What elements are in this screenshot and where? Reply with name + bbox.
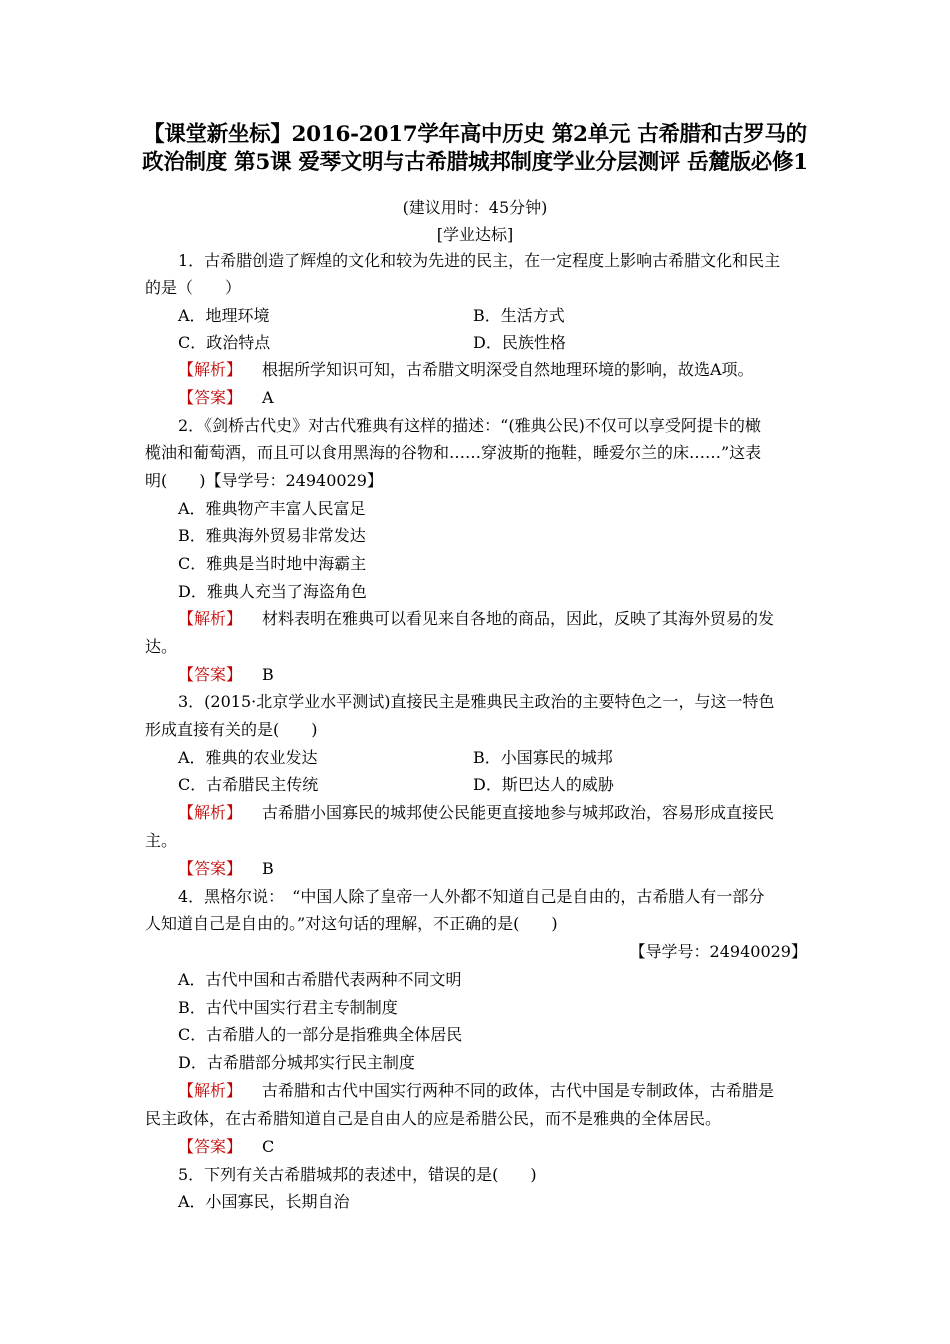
q4-answer: C: [262, 1137, 275, 1156]
q4-analysis-line1: 古希腊和古代中国实行两种不同的政体，古代中国是专制政体，古希腊是: [262, 1081, 775, 1100]
q3-option-c: C．古希腊民主传统: [178, 775, 319, 794]
q2-answer-tag: 【答案】: [178, 665, 243, 684]
q3-answer-tag: 【答案】: [178, 859, 243, 878]
q4-answer-tag: 【答案】: [178, 1137, 243, 1156]
q3-analysis-line2: 主。: [145, 831, 178, 850]
q2-option-d: D．雅典人充当了海盗角色: [178, 582, 367, 601]
q4-option-a: A．古代中国和古希腊代表两种不同文明: [178, 970, 462, 989]
q1-analysis: 根据所学知识可知，古希腊文明深受自然地理环境的影响，故选A项。: [262, 360, 754, 379]
q4-analysis-line2: 民主政体，在古希腊知道自己是自由人的应是希腊公民，而不是雅典的全体居民。: [145, 1109, 722, 1128]
q1-answer-tag: 【答案】: [178, 388, 243, 407]
q4-guide-number: 【导学号：24940029】: [629, 942, 807, 961]
q1-option-a: A．地理环境: [178, 306, 270, 325]
q3-stem-line1: 3．(2015·北京学业水平测试)直接民主是雅典民主政治的主要特色之一，与这一特色: [178, 692, 775, 711]
q2-stem-line1: 2．《剑桥古代史》对古代雅典有这样的描述：“(雅典公民)不仅可以享受阿提卡的橄: [178, 416, 761, 435]
q2-stem-line2: 榄油和葡萄酒，而且可以食用黑海的谷物和……穿波斯的拖鞋，睡爱尔兰的床……”这表: [145, 443, 762, 462]
q1-answer: A: [262, 388, 274, 407]
suggested-time: (建议用时：45分钟): [402, 198, 548, 217]
document-title: 【课堂新坐标】2016-2017学年高中历史 第2单元 古希腊和古罗马的政治制度 第5课 爱琴文明与古希腊城邦制度学业分层测评 岳麓版必修1: [142, 122, 808, 175]
q1-stem-line1: 1．古希腊创造了辉煌的文化和较为先进的民主，在一定程度上影响古希腊文化和民主: [178, 251, 781, 270]
q2-analysis-tag: 【解析】: [178, 609, 243, 628]
q3-answer: B: [262, 859, 274, 878]
q1-option-b: B．生活方式: [473, 306, 565, 325]
q2-option-a: A．雅典物产丰富人民富足: [178, 499, 366, 518]
section-heading: [学业达标]: [436, 225, 514, 244]
q2-answer: B: [262, 665, 274, 684]
q4-option-c: C．古希腊人的一部分是指雅典全体居民: [178, 1025, 463, 1044]
q4-option-d: D．古希腊部分城邦实行民主制度: [178, 1053, 415, 1072]
q3-option-a: A．雅典的农业发达: [178, 748, 318, 767]
q5-stem: 5．下列有关古希腊城邦的表述中，错误的是( ): [178, 1165, 537, 1184]
q4-stem-line2: 人知道自己是自由的。”对这句话的理解，不正确的是( ): [145, 914, 558, 933]
q4-stem-line1: 4．黑格尔说： “中国人除了皇帝一人外都不知道自己是自由的，古希腊人有一部分: [178, 887, 765, 906]
q3-analysis-line1: 古希腊小国寡民的城邦使公民能更直接地参与城邦政治，容易形成直接民: [262, 803, 775, 822]
q3-option-b: B．小国寡民的城邦: [473, 748, 613, 767]
q2-analysis-line2: 达。: [145, 637, 178, 656]
q2-option-c: C．雅典是当时地中海霸主: [178, 554, 367, 573]
q3-stem-line2: 形成直接有关的是( ): [145, 720, 318, 739]
q1-option-c: C．政治特点: [178, 333, 271, 352]
q2-analysis-line1: 材料表明在雅典可以看见来自各地的商品，因此，反映了其海外贸易的发: [262, 609, 775, 628]
q1-analysis-tag: 【解析】: [178, 360, 243, 379]
q3-analysis-tag: 【解析】: [178, 803, 243, 822]
q5-option-a: A．小国寡民，长期自治: [178, 1192, 350, 1211]
q1-stem-line2: 的是（ ）: [145, 278, 242, 297]
q3-option-d: D．斯巴达人的威胁: [473, 775, 614, 794]
q4-option-b: B．古代中国实行君主专制制度: [178, 998, 398, 1017]
q1-option-d: D．民族性格: [473, 333, 566, 352]
q2-stem-line3: 明( )【导学号：24940029】: [145, 471, 383, 490]
q4-analysis-tag: 【解析】: [178, 1081, 243, 1100]
q2-option-b: B．雅典海外贸易非常发达: [178, 526, 366, 545]
